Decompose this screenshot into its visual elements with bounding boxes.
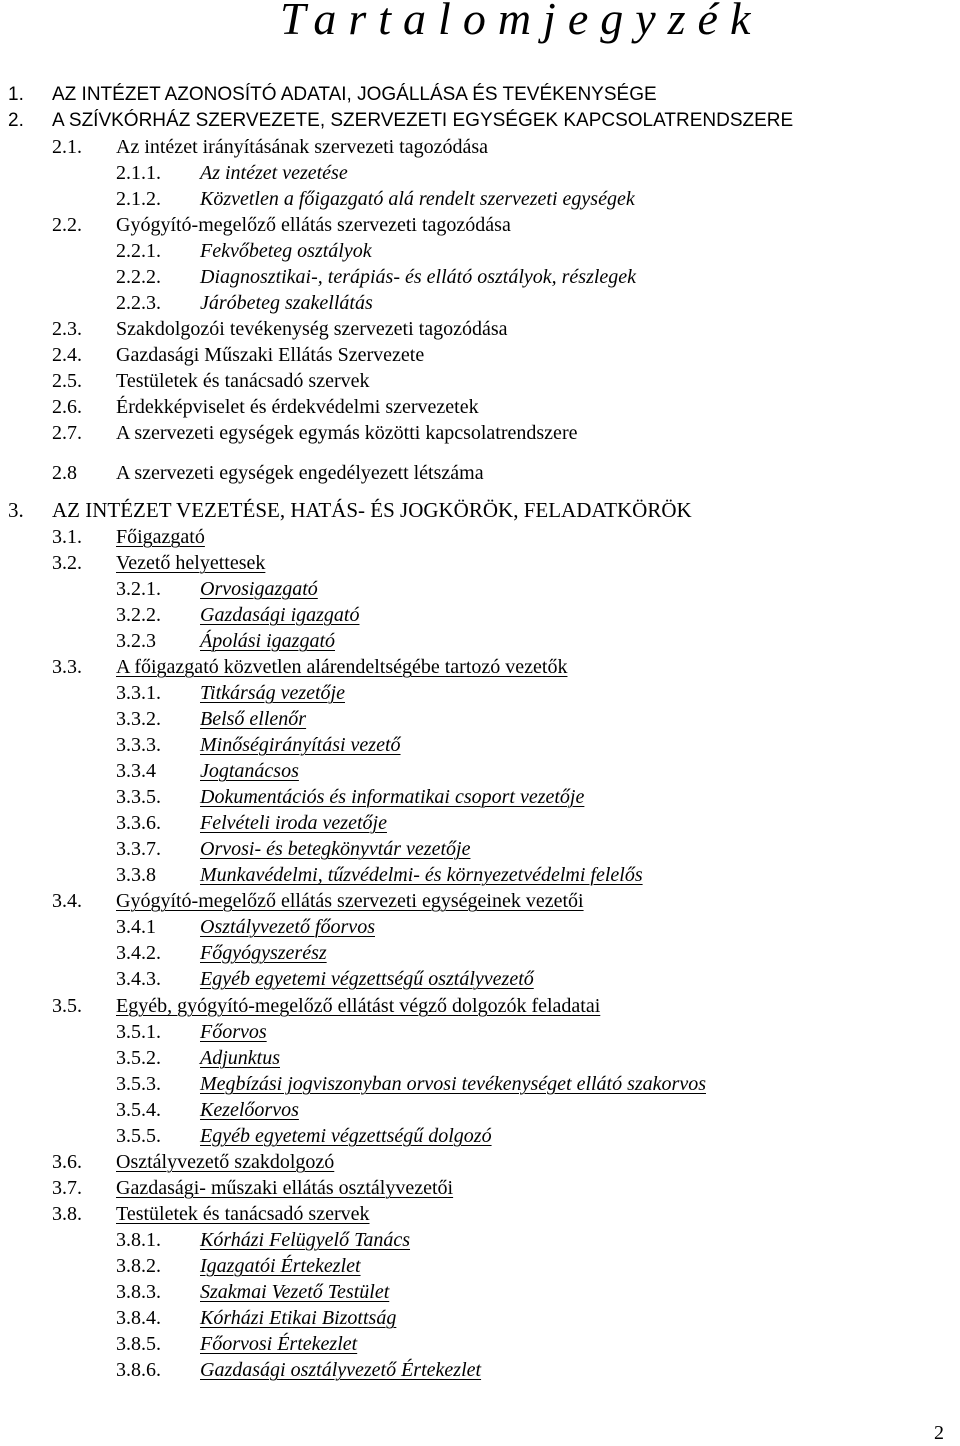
toc-entry [0, 212, 960, 238]
toc-entry-text: Testületek és tanácsadó szervek [116, 370, 370, 392]
toc-entry [0, 888, 960, 914]
toc-entry-number: 3.8.3. [116, 1281, 161, 1303]
toc-entry [0, 316, 960, 342]
toc-entry-text: Diagnosztikai-, terápiás- és ellátó osztályok, részlegek [200, 266, 637, 288]
toc-entry-text: Kórházi Felügyelő Tanács [200, 1229, 411, 1251]
toc-entry-text: Gazdasági Műszaki Ellátás Szervezete [116, 344, 425, 366]
toc-entry [0, 758, 960, 784]
toc-entry-number: 3.8.2. [116, 1255, 161, 1277]
toc-entry-text: Dokumentációs és informatikai csoport vezetője [200, 786, 585, 808]
toc-entry-number: 2.2. [52, 214, 82, 236]
toc-entry-text: Titkárság vezetője [200, 682, 345, 704]
toc-entry-text: Érdekképviselet és érdekvédelmi szervezetek [116, 396, 479, 418]
toc-entry [0, 1097, 960, 1123]
toc-entry-number: 3.3.5. [116, 786, 161, 808]
toc-entry-text: Orvosi- és betegkönyvtár vezetője [200, 838, 471, 860]
toc-entry-text: Egyéb, gyógyító-megelőző ellátást végző dolgozók feladatai [116, 995, 601, 1017]
toc-entry-number: 3.5.1. [116, 1021, 161, 1043]
toc-entry-number: 3.3. [52, 656, 82, 678]
toc-entry-number: 3.8.4. [116, 1307, 161, 1329]
toc-entry-text: Jogtanácsos [200, 760, 299, 782]
toc-entry [0, 394, 960, 420]
toc-entry [0, 576, 960, 602]
toc-entry-number: 2.3. [52, 318, 82, 340]
toc-entry-number: 3.2.2. [116, 604, 161, 626]
toc-entry [0, 1357, 960, 1383]
toc-entry [0, 134, 960, 160]
toc-entry [0, 1019, 960, 1045]
toc-entry-number: 3.5.5. [116, 1125, 161, 1147]
toc-entry-text: AZ INTÉZET VEZETÉSE, HATÁS- ÉS JOGKÖRÖK, FELADATKÖRÖK [52, 498, 692, 522]
toc-entry-number: 3.4.1 [116, 916, 156, 938]
toc-entry-text: AZ INTÉZET AZONOSÍTÓ ADATAI, JOGÁLLÁSA ÉS TEVÉKENYSÉGE [52, 84, 657, 105]
toc-entry-text: Fekvőbeteg osztályok [200, 240, 372, 262]
toc-entry-number: 2.1.2. [116, 188, 161, 210]
toc-entry [0, 1253, 960, 1279]
toc-entry [0, 290, 960, 316]
toc-entry-text: Gazdasági- műszaki ellátás osztályvezetői [116, 1177, 454, 1199]
toc-entry-text: Felvételi iroda vezetője [200, 812, 387, 834]
toc-entry-text: Gyógyító-megelőző ellátás szervezeti egységeinek vezetői [116, 890, 584, 912]
toc-entry [0, 654, 960, 680]
toc-entry-text: Testületek és tanácsadó szervek [116, 1203, 370, 1225]
toc-entry [0, 524, 960, 550]
toc-entry-number: 3.5. [52, 995, 82, 1017]
toc-entry [0, 550, 960, 576]
toc-entry [0, 1045, 960, 1071]
page-title: Tartalomjegyzék [280, 0, 763, 44]
toc-entry-text: Közvetlen a főigazgató alá rendelt szervezeti egységek [200, 188, 635, 210]
toc-entry [0, 264, 960, 290]
toc-entry [0, 836, 960, 862]
toc-entry [0, 940, 960, 966]
toc-entry [0, 810, 960, 836]
toc-entry [0, 238, 960, 264]
toc-entry [0, 1149, 960, 1175]
toc-entry [0, 1175, 960, 1201]
toc-entry [0, 1071, 960, 1097]
toc-entry-text: Főorvosi Értekezlet [200, 1333, 358, 1355]
toc-entry-text: Osztályvezető szakdolgozó [116, 1151, 335, 1173]
toc-entry-number: 3.6. [52, 1151, 82, 1173]
toc-entry-text: Igazgatói Értekezlet [200, 1255, 361, 1277]
toc-entry [0, 368, 960, 394]
toc-entry [0, 602, 960, 628]
toc-entry [0, 420, 960, 446]
toc-entry-number: 3.2. [52, 552, 82, 574]
toc-entry-text: Gazdasági osztályvezető Értekezlet [200, 1359, 482, 1381]
toc-entry-text: Vezető helyettesek [116, 552, 266, 574]
toc-entry [0, 108, 960, 134]
toc-entry-text: Az intézet irányításának szervezeti tagozódása [116, 136, 489, 158]
toc-entry-text: Osztályvezető főorvos [200, 916, 375, 938]
toc-entry [0, 1279, 960, 1305]
toc-entry-number: 3.3.8 [116, 864, 156, 886]
toc-entry-text: Járóbeteg szakellátás [200, 292, 373, 314]
toc-entry-number: 2.1.1. [116, 162, 161, 184]
toc-entry-text: Belső ellenőr [200, 708, 307, 730]
toc-entry-number: 3.3.4 [116, 760, 156, 782]
toc-entry-text: Szakmai Vezető Testület [200, 1281, 390, 1303]
toc-entry-text: Orvosigazgató [200, 578, 318, 600]
toc-entry-number: 2.2.3. [116, 292, 161, 314]
toc-entry-number: 3.2.1. [116, 578, 161, 600]
toc-entry-number: 2.2.2. [116, 266, 161, 288]
toc-entry-number: 3.8. [52, 1203, 82, 1225]
toc-entry [0, 342, 960, 368]
toc-entry [0, 784, 960, 810]
toc-entry [0, 914, 960, 940]
toc-entry-number: 3.3.3. [116, 734, 161, 756]
toc-entry-number: 3.4.2. [116, 942, 161, 964]
toc-entry [0, 706, 960, 732]
toc-entry-number: 3.4. [52, 890, 82, 912]
toc-entry-text: Minőségirányítási vezető [200, 734, 401, 756]
toc-entry [0, 497, 960, 523]
toc-entry-text: A SZÍVKÓRHÁZ SZERVEZETE, SZERVEZETI EGYSÉGEK KAPCSOLATRENDSZERE [52, 110, 794, 131]
toc-entry-text: Az intézet vezetése [200, 162, 348, 184]
toc-entry-text: Kórházi Etikai Bizottság [200, 1307, 397, 1329]
toc-entry-text: A szervezeti egységek engedélyezett létszáma [116, 462, 484, 484]
toc-entry [0, 1227, 960, 1253]
toc-entry [0, 993, 960, 1019]
toc-entry-number: 2. [8, 110, 24, 131]
toc-entry [0, 1123, 960, 1149]
toc-entry-text: Gyógyító-megelőző ellátás szervezeti tagozódása [116, 214, 511, 236]
toc-entry-number: 1. [8, 84, 24, 105]
toc-entry [0, 460, 960, 486]
toc-entry [0, 628, 960, 654]
toc-entry-number: 3.3.2. [116, 708, 161, 730]
toc-entry-text: Megbízási jogviszonyban orvosi tevékenységet ellátó szakorvos [200, 1073, 706, 1095]
toc-entry-number: 3. [8, 498, 24, 522]
toc-entry-text: Kezelőorvos [200, 1099, 299, 1121]
page-number: 2 [934, 1422, 944, 1444]
toc-entry-number: 3.5.3. [116, 1073, 161, 1095]
toc-entry [0, 1305, 960, 1331]
toc-entry [0, 680, 960, 706]
toc-entry-number: 3.5.4. [116, 1099, 161, 1121]
toc-entry-text: A főigazgató közvetlen alárendeltségébe tartozó vezetők [116, 656, 568, 678]
toc-entry [0, 732, 960, 758]
toc-entry-number: 2.8 [52, 462, 77, 484]
toc-entry-text: Ápolási igazgató [200, 630, 336, 652]
toc-entry [0, 82, 960, 108]
toc-entry-number: 3.3.7. [116, 838, 161, 860]
toc-entry-text: Főorvos [200, 1021, 267, 1043]
toc-entry-number: 3.5.2. [116, 1047, 161, 1069]
toc-entry-number: 3.8.6. [116, 1359, 161, 1381]
toc-entry [0, 1201, 960, 1227]
toc-entry-number: 2.7. [52, 422, 82, 444]
toc-entry-number: 2.5. [52, 370, 82, 392]
toc-entry [0, 966, 960, 992]
toc-entry-number: 3.8.1. [116, 1229, 161, 1251]
toc-entry [0, 186, 960, 212]
toc-entry-text: Gazdasági igazgató [200, 604, 360, 626]
toc-entry-text: Egyéb egyetemi végzettségű dolgozó [200, 1125, 492, 1147]
toc-entry [0, 862, 960, 888]
toc-entry-text: Munkavédelmi, tűzvédelmi- és környezetvédelmi felelős [200, 864, 643, 886]
toc-entry-number: 3.3.1. [116, 682, 161, 704]
toc-entry-number: 2.1. [52, 136, 82, 158]
toc-entry-number: 2.4. [52, 344, 82, 366]
toc-entry-number: 3.7. [52, 1177, 82, 1199]
toc-entry-text: Szakdolgozói tevékenység szervezeti tagozódása [116, 318, 508, 340]
toc-entry-number: 3.8.5. [116, 1333, 161, 1355]
toc-entry-text: Adjunktus [200, 1047, 280, 1069]
toc-entry-number: 2.6. [52, 396, 82, 418]
toc-entry-text: Főigazgató [116, 526, 205, 548]
toc-entry-number: 3.2.3 [116, 630, 156, 652]
toc-entry [0, 160, 960, 186]
toc-entry [0, 1331, 960, 1357]
toc-entry-number: 3.1. [52, 526, 82, 548]
toc-entry-text: Főgyógyszerész [200, 942, 327, 964]
toc-entry-text: Egyéb egyetemi végzettségű osztályvezető [200, 968, 534, 990]
toc-entry-number: 2.2.1. [116, 240, 161, 262]
toc-entry-number: 3.3.6. [116, 812, 161, 834]
toc-entry-number: 3.4.3. [116, 968, 161, 990]
toc-entry-text: A szervezeti egységek egymás közötti kapcsolatrendszere [116, 422, 578, 444]
